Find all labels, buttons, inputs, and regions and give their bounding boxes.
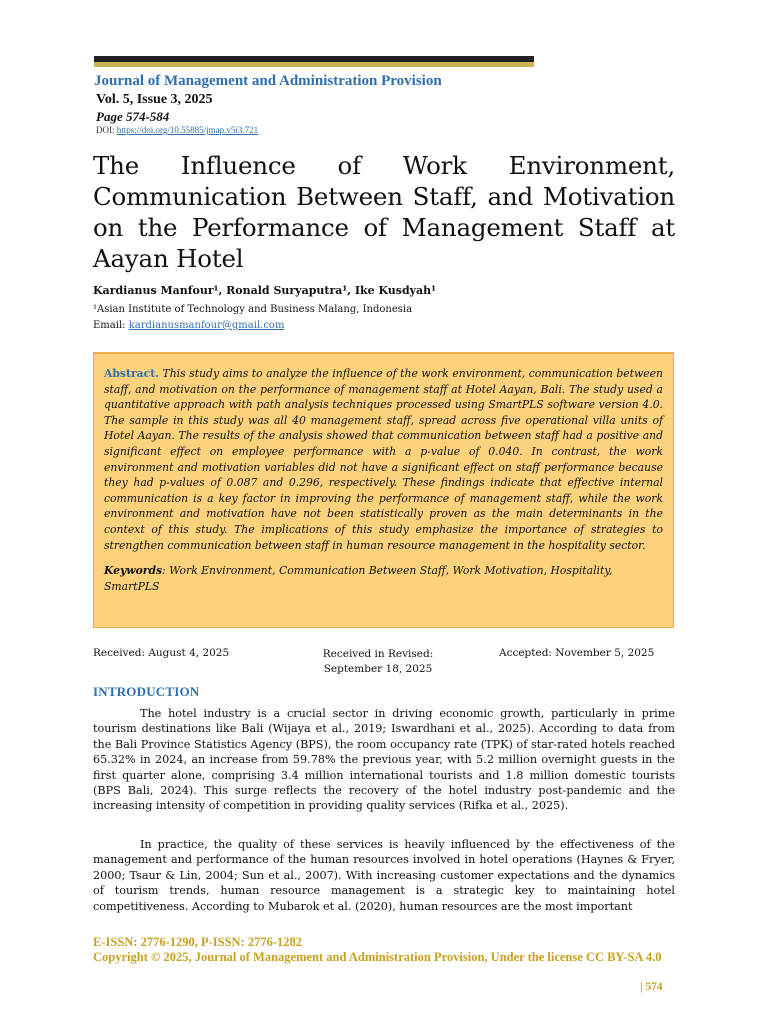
intro-paragraph-1: The hotel industry is a crucial sector in driving economic growth, particularly in prime tourism destinations like Bali (Wijaya et al., 2019; Iswardhani et al., 2025). According to data from the Bali Province Statistics Agency (BPS), the room occupancy rate (TPK) of star-rated hotels reached 65.32% in 2024, an increase from 59.78% the previous year, with 5.2 million overnight guests in the first quarter alone, comprising 3.4 million international tourists and 1.8 million domestic tourists (BPS Bali, 2024). This surge reflects the recovery of the hotel industry post-pandemic and the increasing intensity of competition in providing quality services (Rifka et al., 2025). [93,707,675,813]
doi-link[interactable]: https://doi.org/10.55885/jmap.v5i3.721 [116,125,259,135]
author-list: Kardianus Manfour¹, Ronald Suryaputra¹, Ike Kusdyah¹ [93,284,436,297]
doi-line [96,125,258,135]
footer-issn: E-ISSN: 2776-1290, P-ISSN: 2776-1282 [93,935,303,949]
abstract-text: This study aims to analyze the influence of the work environment, communication between staff, and motivation on the performance of management staff at Hotel Aayan, Bali. The study used a quantitative approach with path analysis techniques processed using SmartPLS software version 4.0. The sample in this study was all 40 management staff, spread across five operational villa units of Hotel Aayan. The results of the analysis showed that communication between staff had a positive and significant effect on employee performance with a p-value of 0.040. In contrast, the work environment and motivation variables did not have a significant effect on staff performance because they had p-values of 0.087 and 0.296, respectively. These findings indicate that effective internal communication is a key factor in improving the performance of management staff, while the work environment and motivation have not been statistically proven as the main determinants in the context of this study. The implications of this study emphasize the importance of strategies to strengthen communication between staff in human resource management in the hospitality sector. [104,367,663,552]
journal-name: Journal of Management and Administration Provision [94,73,442,89]
page-number: | 574 [640,981,663,993]
header-rule-gold [94,62,534,67]
affiliation: ¹Asian Institute of Technology and Business Malang, Indonesia [93,304,413,315]
abstract-paragraph [104,366,663,553]
abstract-box [93,352,674,628]
keywords-label: Keywords [104,564,163,578]
volume-issue: Vol. 5, Issue 3, 2025 [96,92,213,107]
received-date: Received: August 4, 2025 [93,647,230,659]
footer-copyright: Copyright © 2025, Journal of Management and Administration Provision, Under the license CC BY-SA 4.0 [93,950,662,964]
accepted-date: Accepted: November 5, 2025 [499,647,655,659]
revised-date: Received in Revised: September 18, 2025 [322,648,434,675]
page-range: Page 574-584 [96,109,170,124]
section-heading-introduction: INTRODUCTION [93,684,200,699]
doi-label: DOI: [96,125,117,135]
keywords-text: : Work Environment, Communication Between Staff, Work Motivation, Hospitality, SmartPLS [104,564,613,593]
email-line [93,320,284,331]
abstract-label: Abstract. [104,367,159,380]
paper-title: The Influence of Work Environment, Communication Between Staff, and Motivation on the Performance of Management Staff at Aayan Hotel [93,151,675,273]
email-label: Email: [93,320,129,331]
keywords-paragraph [104,563,663,594]
email-link[interactable]: kardianusmanfour@gmail.com [128,320,285,331]
intro-paragraph-2: In practice, the quality of these services is heavily influenced by the effectiveness of the management and performance of the human resources involved in hotel operations (Haynes & Fryer, 2000; Tsaur & Lin, 2004; Sun et al., 2007). With increasing customer expectations and the dynamics of tourism trends, human resource management is a strategic key to maintaining hotel competitiveness. According to Mubarok et al. (2020), human resources are the most important [93,838,675,913]
